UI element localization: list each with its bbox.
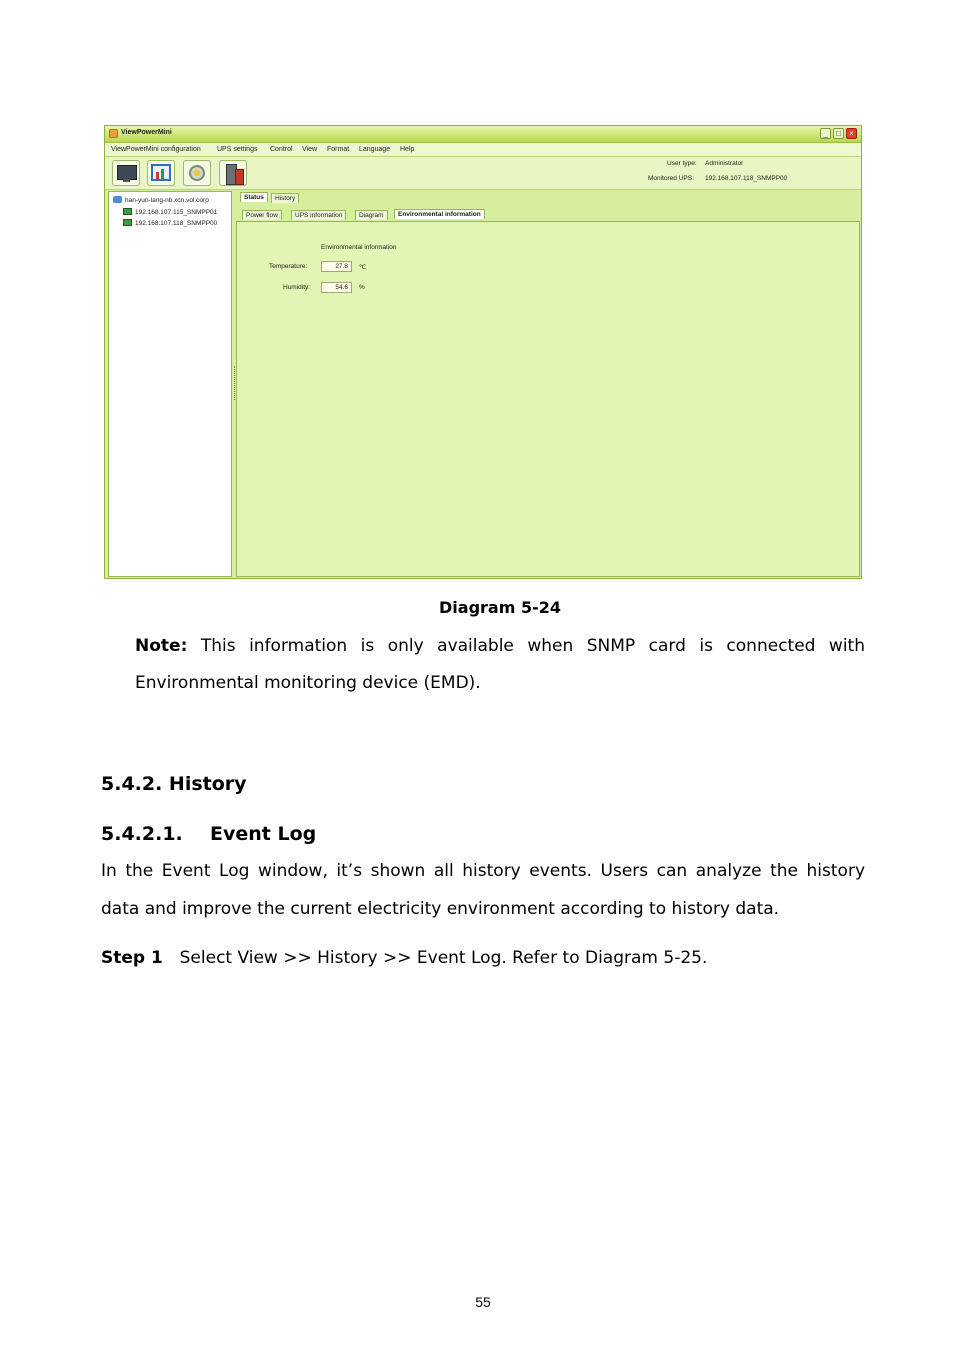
subtab-environmental-information[interactable]: Environmental information [394,209,485,219]
menu-configuration[interactable]: ViewPowerMini configuration [111,146,201,153]
tree-item[interactable]: 192.168.107.118_SNMPP00 [123,219,217,227]
snmp-card-icon [123,208,132,215]
subsection-number: 5.4.2.1. [101,823,183,845]
temperature-unit: ℃ [359,264,367,271]
monitor-button[interactable] [112,160,140,186]
ups-button[interactable] [219,160,247,186]
note-line-1 [135,636,865,656]
menu-control[interactable]: Control [270,146,293,153]
step-text: Select View >> History >> Event Log. Refer to Diagram 5-25. [179,948,708,968]
window-title: ViewPowerMini [121,129,172,136]
step-1 [101,948,707,968]
menu-help[interactable]: Help [400,146,415,153]
subtab-ups-information[interactable]: UPS information [291,210,346,220]
environmental-panel [236,221,860,577]
menu-ups-settings[interactable]: UPS settings [217,146,258,153]
device-tree [108,191,232,577]
temperature-field: 27.8 [321,261,352,272]
settings-button[interactable] [183,160,211,186]
tree-item[interactable]: 192.168.107.115_SNMPP01 [123,208,217,216]
menu-format[interactable]: Format [327,146,350,153]
menu-language[interactable]: Language [359,146,391,153]
note-label: Note: [135,636,188,656]
title-bar [105,126,861,143]
user-type-value: Administrator [705,160,744,167]
note-line-2: Environmental monitoring device (EMD). [135,673,481,693]
subtab-power-flow[interactable]: Power flow [242,210,282,220]
subtab-diagram[interactable]: Diagram [355,210,388,220]
chart-button[interactable] [147,160,175,186]
minimize-button[interactable]: _ [820,128,831,139]
monitor-icon [117,165,137,180]
tab-history[interactable]: History [271,193,299,203]
maximize-button[interactable]: □ [833,128,844,139]
step-label: Step 1 [101,948,163,968]
tree-root[interactable]: han-yun-lang-nb.xcn.vol.corp [113,196,209,204]
humidity-unit: % [359,284,365,291]
humidity-label: Humidity: [283,284,311,291]
page-number: 55 [475,1294,491,1310]
monitored-ups-label: Monitored UPS: [648,175,694,182]
paragraph-line-1: In the Event Log window, it’s shown all history events. Users can analyze the history [101,861,865,881]
humidity-field: 54.6 [321,282,352,293]
menu-bar [105,143,861,157]
figure-caption: Diagram 5-24 [439,598,561,617]
tab-status[interactable]: Status [240,192,268,202]
monitored-ups-value: 192.168.107.118_SNMPP00 [705,175,788,182]
close-button[interactable]: × [846,128,857,139]
application-screenshot [104,125,862,579]
temperature-label: Temperature: [269,263,308,270]
network-icon [113,196,122,203]
subsection-heading [101,823,316,845]
snmp-card-icon [123,219,132,226]
env-heading: Environmental information [321,244,397,251]
note-text: This information is only available when SNMP card is connected with [200,636,865,656]
paragraph-line-2: data and improve the current electricity environment according to history data. [101,899,780,919]
app-icon [109,129,118,138]
subsection-title: Event Log [210,823,317,845]
toolbar [105,157,861,190]
menu-view[interactable]: View [302,146,318,153]
section-heading: 5.4.2. History [101,773,247,795]
user-type-label: User type: [667,160,697,167]
